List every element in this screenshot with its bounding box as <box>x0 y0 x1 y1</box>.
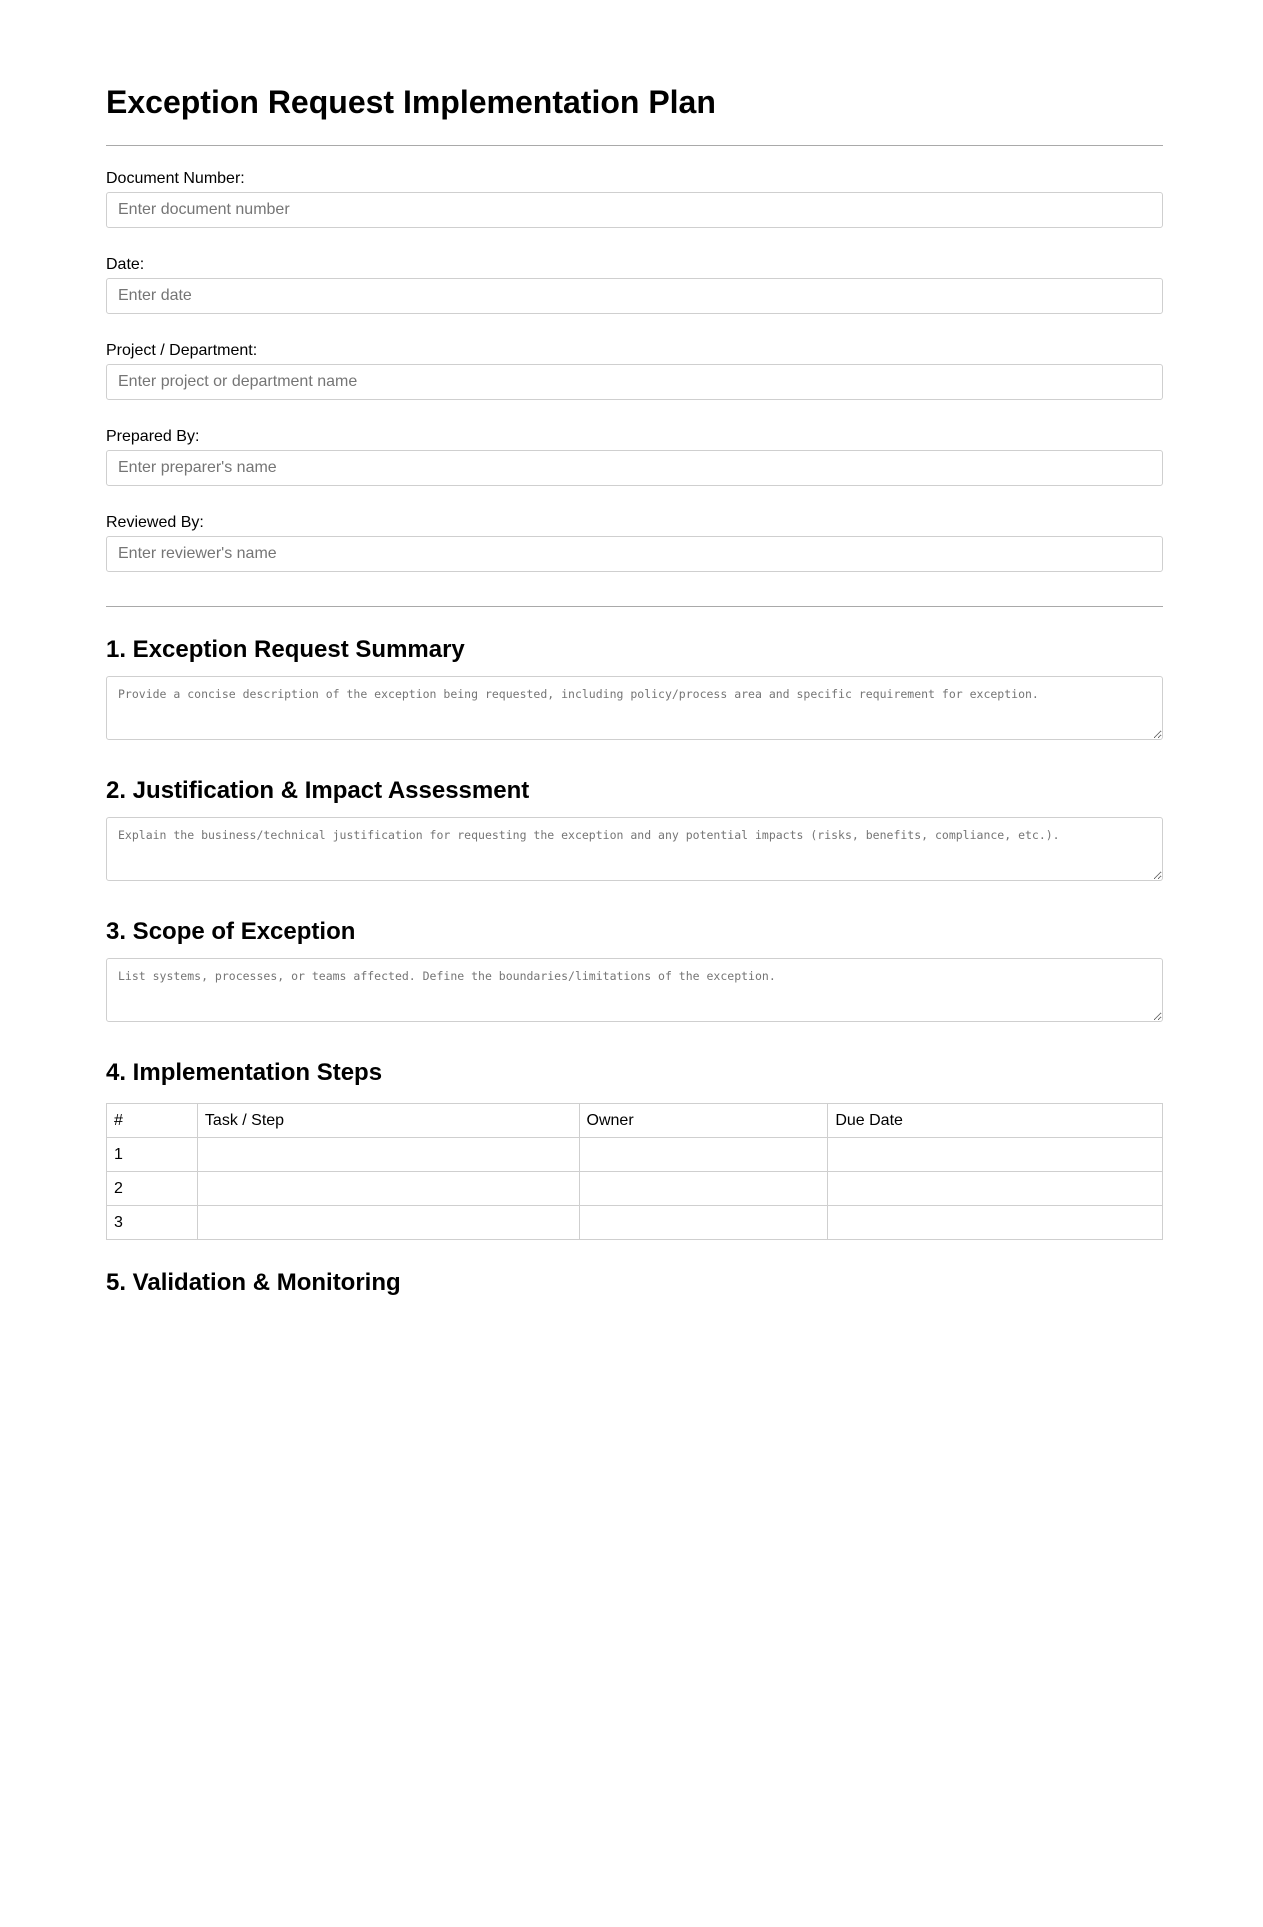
implementation-steps-table <box>106 1103 1163 1240</box>
due-date-cell[interactable] <box>828 1172 1163 1206</box>
task-cell[interactable] <box>197 1206 579 1240</box>
scope-textarea[interactable] <box>106 958 1163 1022</box>
step-number-cell: 1 <box>107 1138 198 1172</box>
column-header-number: # <box>107 1104 198 1138</box>
section-validation-monitoring-heading: 5. Validation & Monitoring <box>106 1269 401 1296</box>
prepared-by-label: Prepared By: <box>106 428 200 445</box>
date-input[interactable] <box>106 278 1163 314</box>
step-number-cell: 3 <box>107 1206 198 1240</box>
project-department-input[interactable] <box>106 364 1163 400</box>
header-fields-divider <box>106 606 1163 607</box>
task-cell[interactable] <box>197 1138 579 1172</box>
owner-cell[interactable] <box>579 1172 828 1206</box>
task-cell[interactable] <box>197 1172 579 1206</box>
table-row <box>107 1172 1163 1206</box>
page-title: Exception Request Implementation Plan <box>106 84 716 120</box>
table-row <box>107 1206 1163 1240</box>
owner-cell[interactable] <box>579 1138 828 1172</box>
section-implementation-steps-heading: 4. Implementation Steps <box>106 1059 383 1086</box>
reviewed-by-input[interactable] <box>106 536 1163 572</box>
column-header-task: Task / Step <box>197 1104 579 1138</box>
column-header-due-date: Due Date <box>828 1104 1163 1138</box>
owner-cell[interactable] <box>579 1206 828 1240</box>
reviewed-by-label: Reviewed By: <box>106 514 204 531</box>
table-row <box>107 1138 1163 1172</box>
due-date-cell[interactable] <box>828 1138 1163 1172</box>
step-number-cell: 2 <box>107 1172 198 1206</box>
column-header-owner: Owner <box>579 1104 828 1138</box>
section-scope-heading: 3. Scope of Exception <box>106 918 356 945</box>
justification-textarea[interactable] <box>106 817 1163 881</box>
document-number-label: Document Number: <box>106 170 245 187</box>
table-header-row <box>107 1104 1163 1138</box>
section-exception-summary-heading: 1. Exception Request Summary <box>106 636 465 663</box>
date-label: Date: <box>106 256 145 273</box>
title-divider <box>106 145 1163 146</box>
exception-summary-textarea[interactable] <box>106 676 1163 740</box>
due-date-cell[interactable] <box>828 1206 1163 1240</box>
document-number-input[interactable] <box>106 192 1163 228</box>
project-department-label: Project / Department: <box>106 342 258 359</box>
prepared-by-input[interactable] <box>106 450 1163 486</box>
section-justification-heading: 2. Justification & Impact Assessment <box>106 777 530 804</box>
